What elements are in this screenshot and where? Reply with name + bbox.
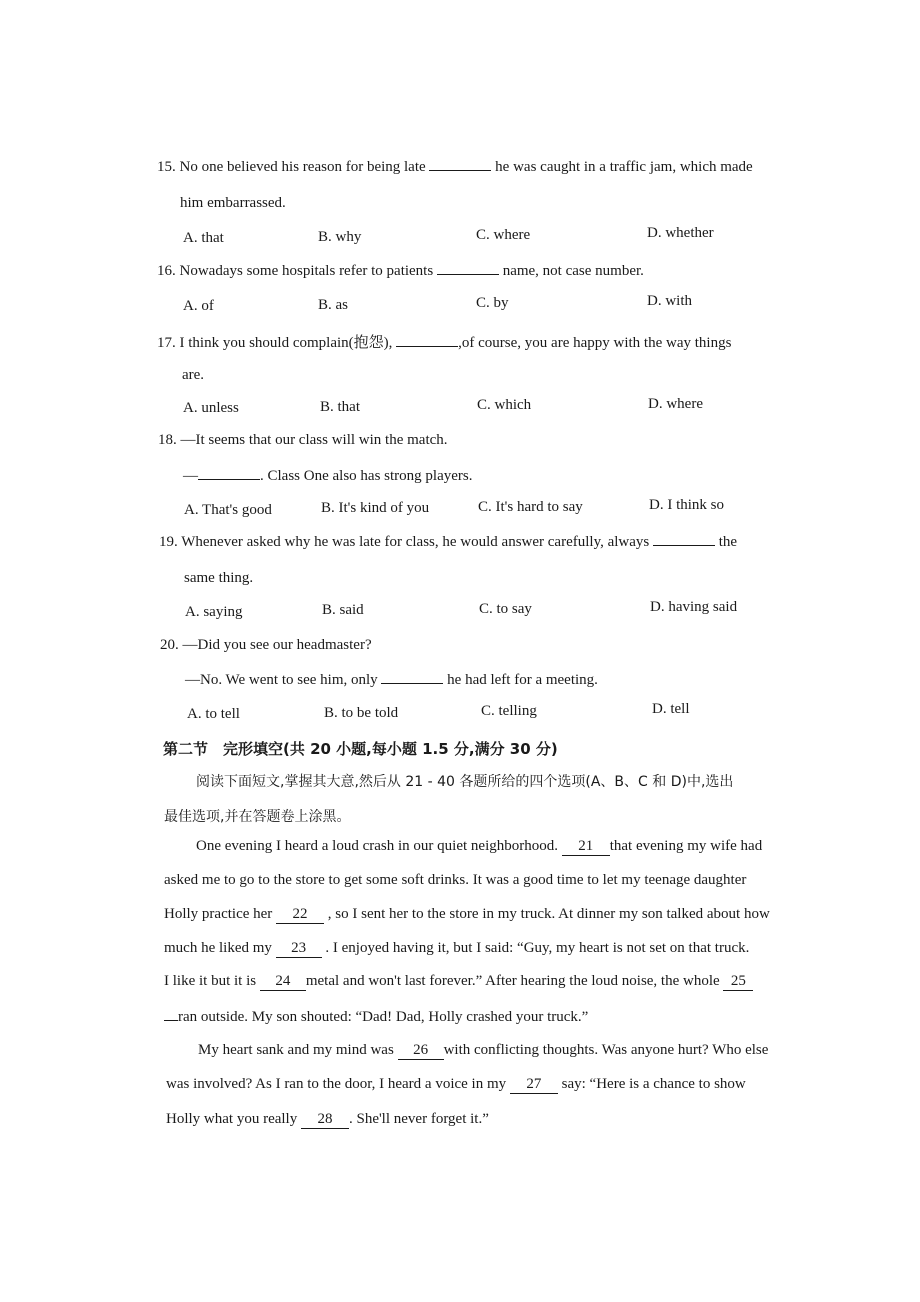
passage-text: . She'll never forget it.” [348, 1111, 489, 1127]
passage-line [166, 1111, 489, 1129]
cloze-blank-28: 28 [301, 1111, 349, 1129]
question-number: 15. [157, 159, 176, 175]
option-a: A. of [183, 298, 214, 314]
option-c: C. by [476, 295, 509, 311]
answer-blank [396, 334, 458, 347]
passage-line: asked me to go to the store to get some soft drinks. It was a good time to let my teenage daughter [164, 872, 747, 888]
question-stem: —Did you see our headmaster? [182, 637, 372, 653]
cloze-blank-23: 23 [276, 940, 322, 958]
option-a: A. unless [183, 400, 239, 416]
passage-line [198, 1042, 768, 1060]
section-instruction: 最佳选项,并在答题卷上涂黑。 [164, 809, 351, 825]
passage-line [164, 940, 749, 958]
passage-text: One evening I heard a loud crash in our quiet neighborhood. [196, 838, 558, 854]
answer-blank [437, 262, 499, 275]
passage-text: metal and won't last forever.” After hearing the loud noise, the whole [305, 973, 720, 989]
cloze-blank-26: 26 [398, 1042, 444, 1060]
question-16 [157, 262, 644, 280]
question-stem: —It seems that our class will win the match. [180, 432, 448, 448]
option-b: B. It's kind of you [321, 500, 430, 516]
answer-blank [653, 533, 715, 546]
answer-blank [381, 671, 443, 684]
question-stem: I think you should complain(抱怨), [179, 335, 393, 351]
option-d: D. whether [647, 225, 714, 241]
question-number: 20. [160, 637, 179, 653]
answer-blank [198, 467, 260, 480]
passage-line [164, 1008, 588, 1026]
cloze-blank-25-continued [164, 1008, 178, 1021]
dialogue-reply [185, 671, 598, 689]
passage-text: say: “Here is a chance to show [561, 1076, 746, 1092]
option-a: A. That's good [184, 502, 272, 518]
passage-line [164, 973, 753, 991]
question-stem: the [718, 534, 738, 550]
option-d: D. tell [652, 701, 690, 717]
passage-line [196, 838, 762, 856]
passage-text: that evening my wife had [609, 838, 763, 854]
cloze-blank-22: 22 [276, 906, 324, 924]
passage-text: I like it but it is [164, 973, 257, 989]
section-title: 第二节 完形填空(共 20 小题,每小题 1.5 分,满分 30 分) [163, 740, 558, 758]
option-c: C. It's hard to say [478, 499, 583, 515]
section-instruction: 阅读下面短文,掌握其大意,然后从 21 - 40 各题所给的四个选项(A、B、C 和 D)中,选出 [196, 774, 734, 790]
answer-blank [429, 158, 491, 171]
passage-text: Holly what you really [166, 1111, 298, 1127]
option-d: D. where [648, 396, 703, 412]
passage-text: much he liked my [164, 940, 272, 956]
question-number: 18. [158, 432, 177, 448]
passage-text: , so I sent her to the store in my truck. At dinner my son talked about how [327, 906, 770, 922]
reply-text: —No. We went to see him, only [185, 672, 378, 688]
passage-line [164, 906, 770, 924]
question-stem-continued: same thing. [184, 570, 254, 586]
option-b: B. why [318, 229, 362, 245]
question-17 [157, 331, 731, 352]
cloze-blank-27: 27 [510, 1076, 558, 1094]
question-stem: he was caught in a traffic jam, which made [495, 159, 753, 175]
option-d: D. having said [650, 599, 738, 615]
option-c: C. which [477, 397, 532, 413]
option-b: B. that [320, 399, 360, 415]
option-c: C. telling [481, 703, 537, 719]
reply-text: . Class One also has strong players. [260, 468, 473, 484]
question-stem: ,of course, you are happy with the way things [458, 335, 732, 351]
option-b: B. said [322, 602, 364, 618]
question-number: 16. [157, 263, 176, 279]
question-15 [157, 158, 753, 176]
passage-text: Holly practice her [164, 906, 273, 922]
question-stem: No one believed his reason for being late [179, 159, 426, 175]
question-stem-continued: are. [182, 367, 205, 383]
cloze-blank-21: 21 [562, 838, 610, 856]
passage-text: . I enjoyed having it, but I said: “Guy, my heart is not set on that truck. [325, 940, 750, 956]
option-a: A. that [183, 230, 224, 246]
question-stem: name, not case number. [502, 263, 644, 279]
option-c: C. to say [479, 601, 532, 617]
option-c: C. where [476, 227, 531, 243]
passage-text: was involved? As I ran to the door, I heard a voice in my [166, 1076, 507, 1092]
question-20 [160, 637, 372, 654]
reply-text: he had left for a meeting. [447, 672, 598, 688]
question-number: 17. [157, 335, 176, 351]
dialogue-reply [183, 467, 472, 485]
option-a: A. to tell [187, 706, 240, 722]
option-b: B. as [318, 297, 348, 313]
question-stem: Nowadays some hospitals refer to patients [179, 263, 434, 279]
option-d: D. I think so [649, 497, 724, 513]
passage-text: with conflicting thoughts. Was anyone hurt? Who else [443, 1042, 769, 1058]
option-a: A. saying [185, 604, 243, 620]
question-stem: Whenever asked why he was late for class, he would answer carefully, always [181, 534, 650, 550]
question-stem-continued: him embarrassed. [180, 195, 286, 211]
passage-text: ran outside. My son shouted: “Dad! Dad, Holly crashed your truck.” [178, 1009, 589, 1025]
passage-text: My heart sank and my mind was [198, 1042, 394, 1058]
question-18 [158, 432, 448, 449]
passage-line [166, 1076, 746, 1094]
question-19 [159, 533, 737, 551]
option-d: D. with [647, 293, 692, 309]
option-b: B. to be told [324, 705, 399, 721]
cloze-blank-24: 24 [260, 973, 306, 991]
reply-dash: — [183, 468, 198, 484]
question-number: 19. [159, 534, 178, 550]
cloze-blank-25: 25 [723, 973, 753, 991]
